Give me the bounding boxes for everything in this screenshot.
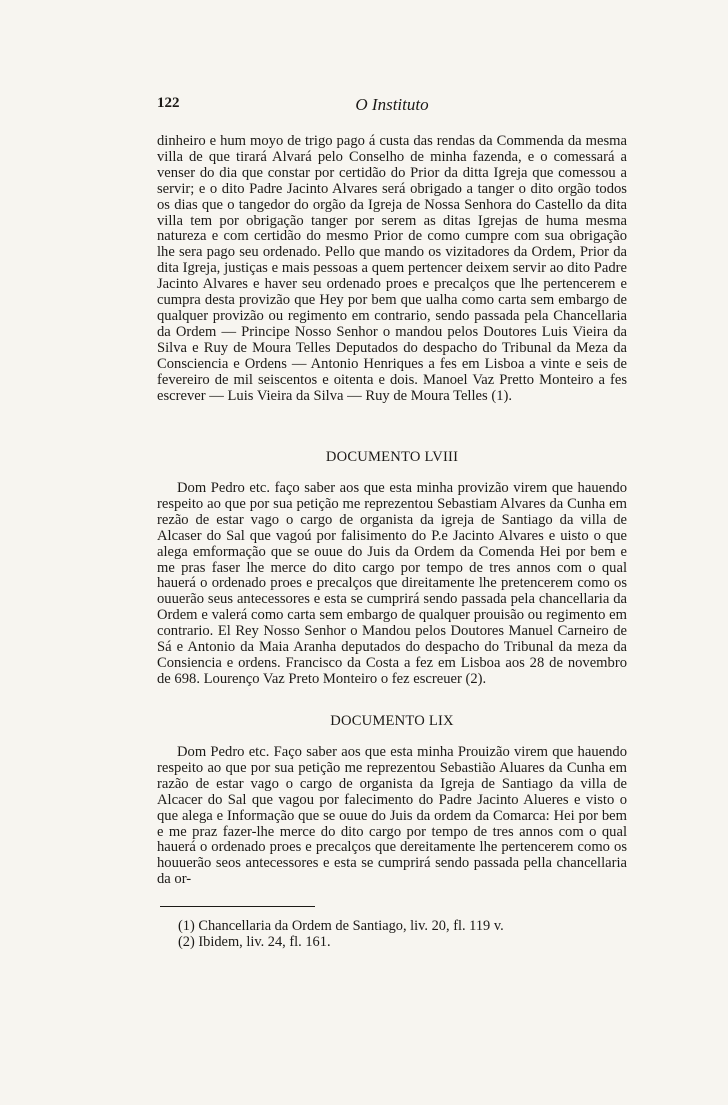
footnote-2: (2) Ibidem, liv. 24, fl. 161.	[178, 934, 331, 950]
document-lviii-heading: DOCUMENTO LVIII	[325, 449, 459, 465]
document-lviii-text: Dom Pedro etc. faço saber aos que esta minha provizão virem que hauendo respeito ao que por sua petição me reprezentou Sebastiam Alvares da Cunha em rezão de estar vago o cargo de organista da igreja de Santiago da villa de Alcaser do Sal que vagoú por falisimento do P.e Jacinto Alvares e uisto o que alega emformação que se ouue do Juis da Ordem da Comenda Hei por bem e me pras faser lhe merce do dito cargo por tempo de tres annos com o qual hauerá o ordenado proes e precalços que direitamente lhe pretencerem como os ouuerão seus antecessores e esta se cumprirá sendo passada pela chancellaria da Ordem e valerá como carta sem embargo de qualquer prouisão ou regimento em contrario. El Rey Nosso Senhor o Mandou pelos Doutores Manuel Carneiro de Sá e Antonio da Maia Aranha deputados do despacho do Tribunal da meza da Consiencia e ordens. Francisco da Costa a fez em Lisboa aos 28 de novembro de 698. Lourenço Vaz Preto Monteiro o fez escreuer (2).	[157, 480, 627, 687]
footnote-divider	[160, 906, 315, 907]
page-number: 122	[157, 95, 180, 111]
document-lix-heading: DOCUMENTO LIX	[330, 713, 454, 729]
document-lix-text: Dom Pedro etc. Faço saber aos que esta minha Prouizão virem que hauendo respeito ao que por sua petição me reprezentou Sebastião Aluares da Cunha em razão de estar vago o cargo de organista da Igreja de Santiago da villa de Alcacer do Sal que vagou por falecimento do Padre Jacinto Alueres e visto o que alega e Informação que se ouue do Juis da ordem da Comarca: Hei por bem e me praz fazer-lhe merce do dito cargo por tempo de tres annos com o qual hauerá o ordenado proes e precalços que dereitamente lhe pertencerem como os houuerão seos antecessores e esta se cumprirá sendo passada pella chancellaria da or-	[157, 744, 627, 888]
footnote-1: (1) Chancellaria da Ordem de Santiago, liv. 20, fl. 119 v.	[178, 918, 504, 934]
continued-paragraph	[157, 134, 627, 404]
document-lviii-body	[157, 481, 627, 688]
document-lix-body	[157, 745, 627, 888]
footnotes	[178, 918, 618, 950]
running-title: O Instituto	[355, 95, 429, 114]
paragraph-text: dinheiro e hum moyo de trigo pago á custa das rendas da Commenda da mesma villa de que tirará Alvará pelo Conselho de minha fazenda, e o comessará a venser do dia que constar por certidão do Prior da ditta Igreja que comessou a servir; e o dito Padre Jacinto Alvares será obrigado a tanger o dito orgão todos os dias que o tangedor do orgão da Igreja de Nossa Senhora do Castello da dita villa tem por obrigação tanger por serem as ditas Igrejas de huma mesma natureza e com certidão do mesmo Prior de como cumpre com sua obrigação lhe sera pago seu ordenado. Pello que mando os vizitadores da Ordem, Prior da dita Igreja, justiças e mais pessoas a quem pertencer deixem servir ao dito Padre Jacinto Alvares e haver seu ordenado proes e precalços que lhe pertencerem e cumpra desta provizão que Hey por bem que ualha como carta sem embargo de qualquer provizão ou regimento em contrario, sendo passada pela Chancellaria da Ordem — Principe Nosso Senhor o mandou pelos Doutores Luis Vieira da Silva e Ruy de Moura Telles Deputados do despacho do Tribunal da Meza da Consciencia e Ordens — Antonio Henriques a fes em Lisboa a vinte e seis de fevereiro de mil seiscentos e oitenta e dois. Manoel Vaz Pretto Monteiro a fes escrever — Luis Vieira da Silva — Ruy de Moura Telles (1).	[157, 133, 627, 404]
page-header	[157, 95, 627, 121]
